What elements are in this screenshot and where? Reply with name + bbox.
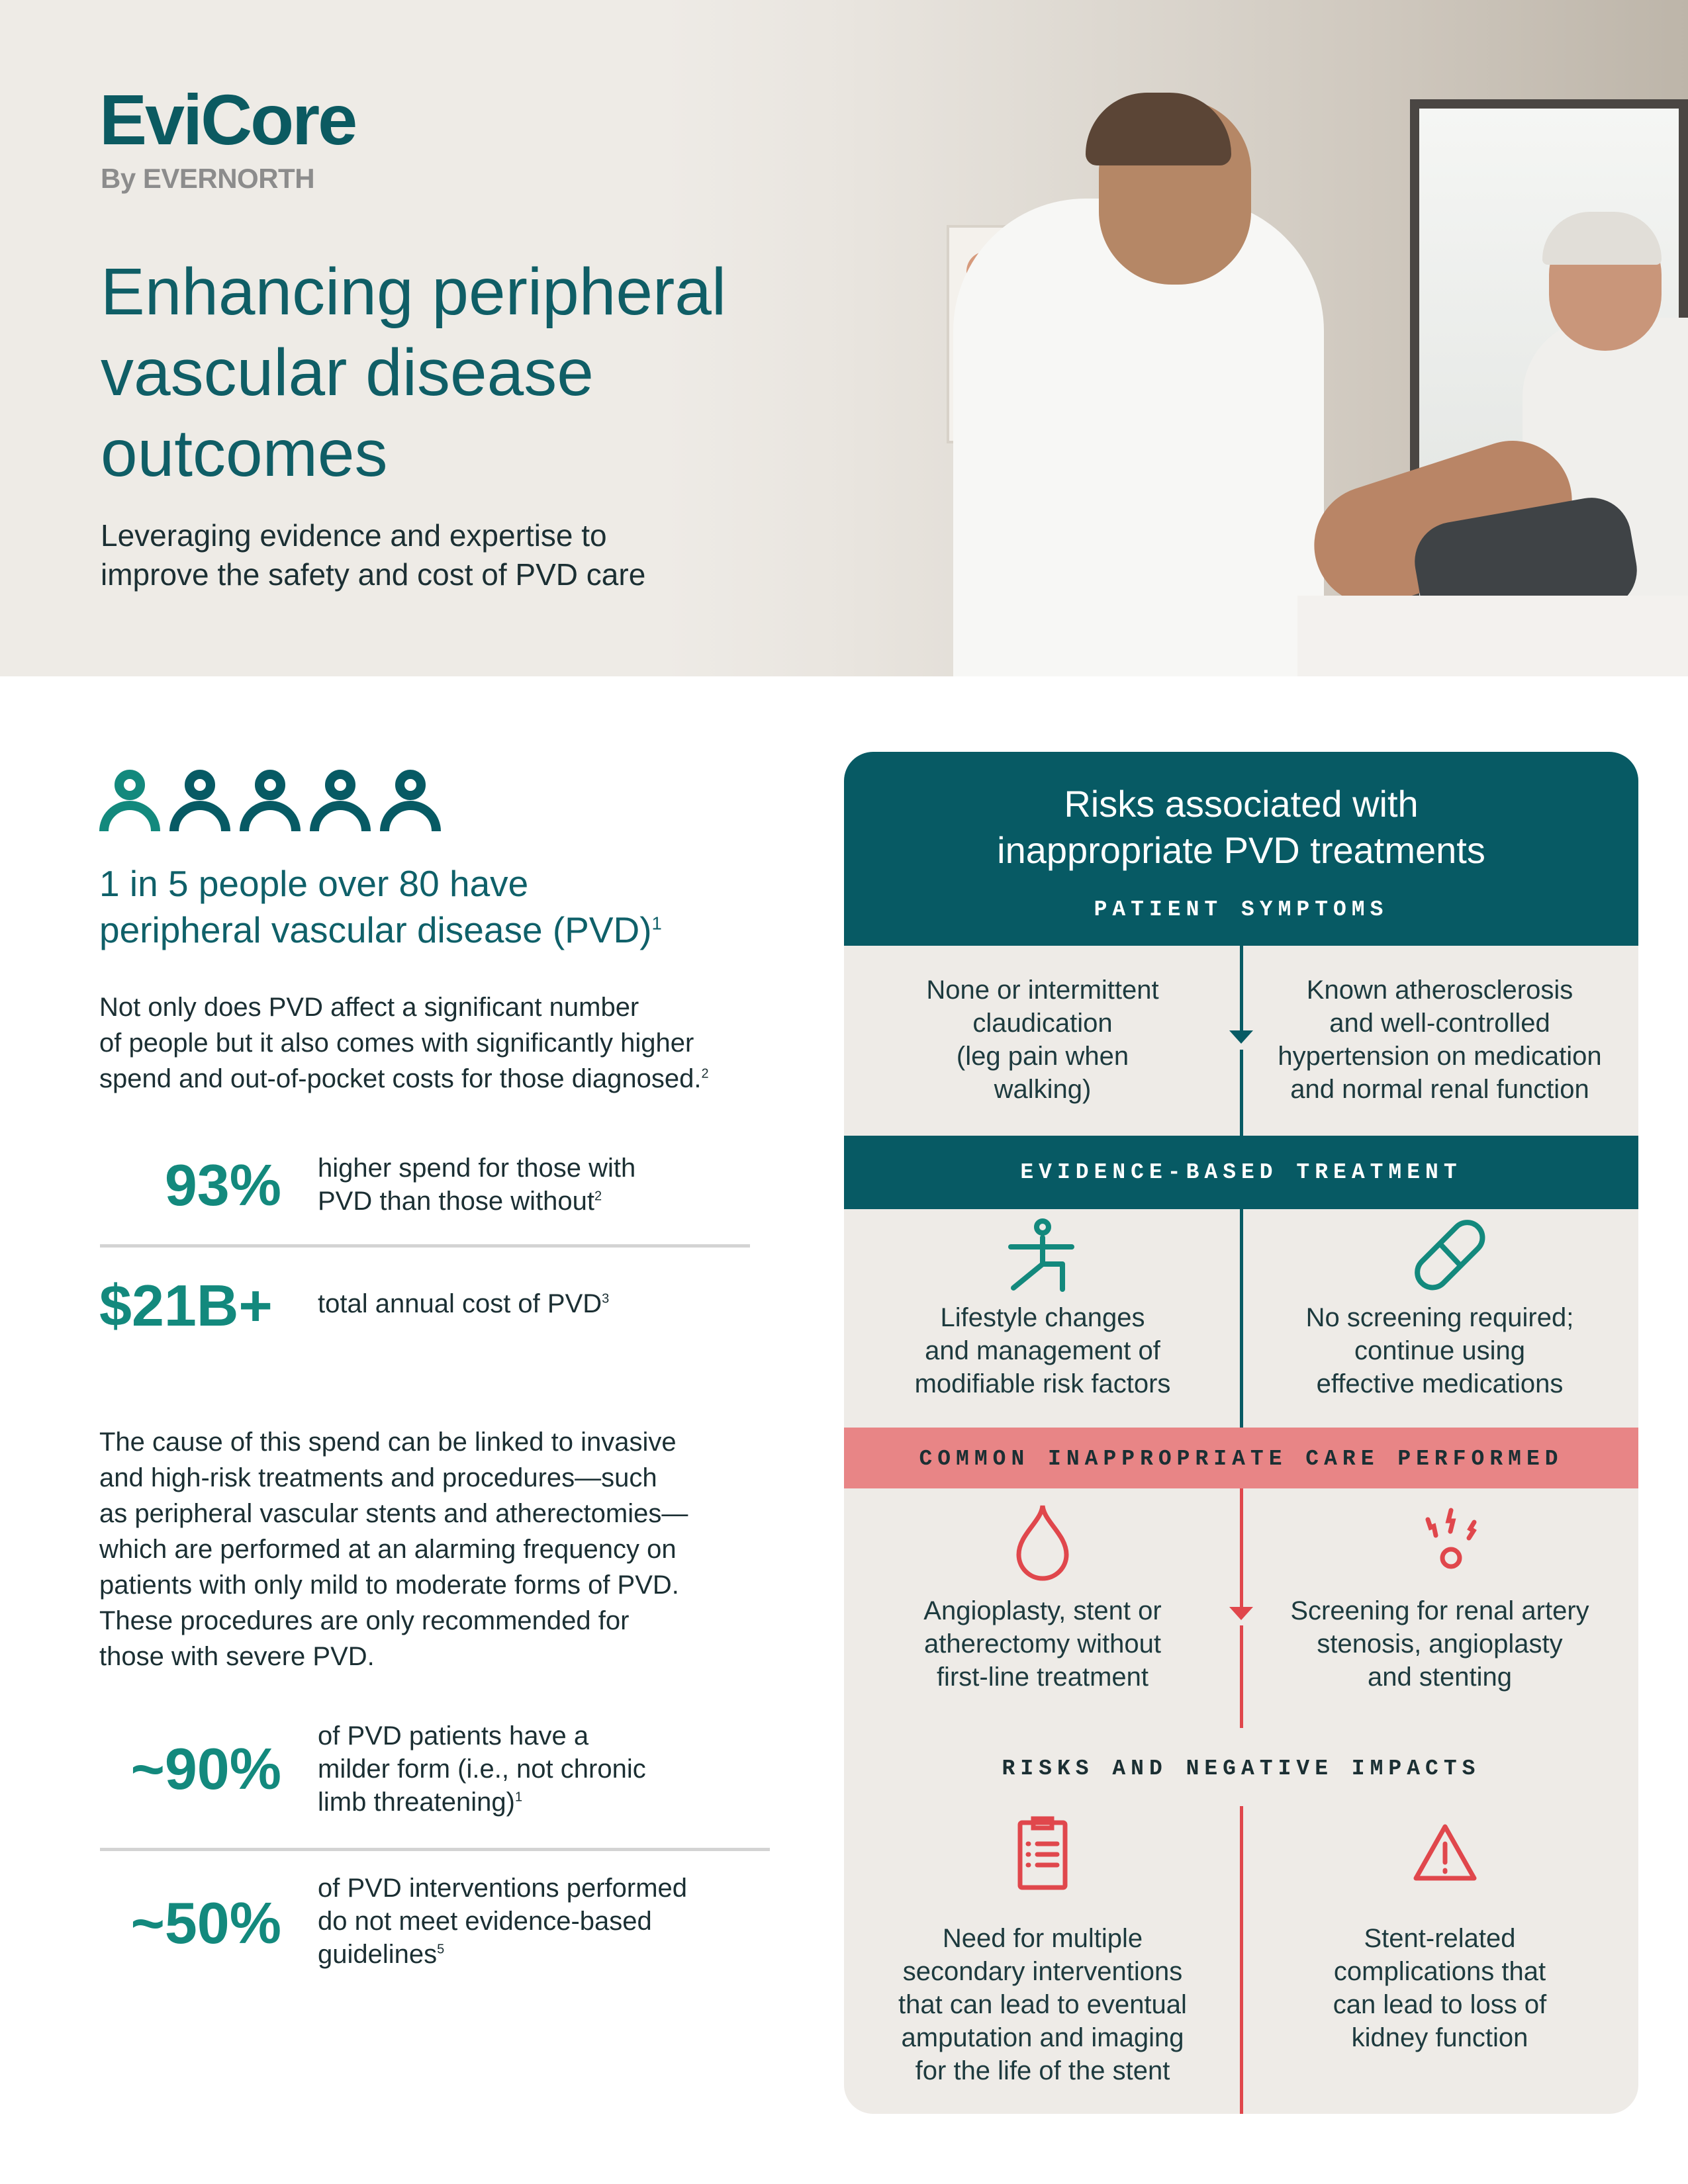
text-line: of people but it also comes with significantly higher <box>99 1028 694 1058</box>
text-line: that can lead to eventual <box>898 1990 1187 2019</box>
text-line: continue using <box>1354 1336 1525 1365</box>
footnote-ref: 5 <box>437 1942 445 1957</box>
title-line: Enhancing peripheral <box>101 255 727 329</box>
text-line: (leg pain when <box>956 1042 1129 1071</box>
card-title <box>844 781 1638 874</box>
kidney-alert-icon <box>1421 1506 1481 1579</box>
arrow-down-icon <box>1229 1030 1253 1045</box>
person-icon <box>380 768 441 831</box>
text-line: No screening required; <box>1305 1303 1574 1332</box>
text-line: spend and out-of-pocket costs for those diagnosed. <box>99 1064 702 1093</box>
stat-value: ~50% <box>130 1890 281 1956</box>
treatment-left <box>857 1301 1228 1400</box>
divider-line <box>1240 1625 1243 1728</box>
risk-left <box>857 1922 1228 2087</box>
stat-value: 93% <box>164 1152 281 1218</box>
care-left <box>857 1594 1228 1694</box>
text-line: and stenting <box>1368 1662 1512 1692</box>
stat-description <box>318 1152 741 1218</box>
text-line: for the life of the stent <box>915 2056 1170 2085</box>
text-line: milder form (i.e., not chronic <box>318 1754 646 1784</box>
footnote-ref: 2 <box>701 1066 709 1081</box>
symptom-left <box>857 974 1228 1106</box>
text-line: Angioplasty, stent or <box>923 1596 1162 1625</box>
text-line: claudication <box>972 1009 1113 1038</box>
symptom-right <box>1254 974 1625 1106</box>
text-line: of PVD interventions performed <box>318 1874 688 1903</box>
risk-right <box>1254 1922 1625 2054</box>
divider <box>100 1244 750 1248</box>
text-line: None or intermittent <box>926 976 1159 1005</box>
intro-paragraph <box>99 989 774 1097</box>
title-line: inappropriate PVD treatments <box>997 829 1485 871</box>
text-line: and normal renal function <box>1290 1075 1589 1104</box>
text-line: hypertension on medication <box>1278 1042 1602 1071</box>
person-icon <box>99 768 160 831</box>
text-line: atherectomy without <box>924 1629 1161 1659</box>
risks-card <box>844 752 1638 2114</box>
text-line: and high-risk treatments and procedures—such <box>99 1463 657 1492</box>
text-line: can lead to loss of <box>1333 1990 1547 2019</box>
text-line: those with severe PVD. <box>99 1642 375 1671</box>
section-label-risks: RISKS AND NEGATIVE IMPACTS <box>1002 1756 1481 1781</box>
text-line: Screening for renal artery <box>1290 1596 1589 1625</box>
person-icon <box>240 768 301 831</box>
title-line: outcomes <box>101 416 388 490</box>
title-line: Risks associated with <box>1064 783 1419 825</box>
heading-line: peripheral vascular disease (PVD) <box>99 909 652 950</box>
warning-triangle-icon <box>1413 1823 1477 1882</box>
subtitle-line: Leveraging evidence and expertise to <box>101 518 607 553</box>
text-line: and management of <box>925 1336 1160 1365</box>
blood-drop-icon <box>1015 1502 1070 1581</box>
heading-line: 1 in 5 people over 80 have <box>99 863 529 904</box>
footnote-ref: 1 <box>514 1790 523 1805</box>
text-line: The cause of this spend can be linked to invasive <box>99 1428 677 1457</box>
text-line: first-line treatment <box>936 1662 1149 1692</box>
stat-description <box>318 1287 741 1320</box>
text-line: and well-controlled <box>1329 1009 1550 1038</box>
text-line: of PVD patients have a <box>318 1721 589 1751</box>
hero-banner <box>0 0 1688 676</box>
text-line: as peripheral vascular stents and atherectomies— <box>99 1499 688 1528</box>
stat-value: $21B+ <box>99 1273 273 1338</box>
evernorth-byline: By EVERNORTH <box>101 163 315 194</box>
text-line: amputation and imaging <box>901 2023 1184 2052</box>
text-line: limb threatening) <box>318 1788 515 1817</box>
text-line: These procedures are only recommended for <box>99 1606 630 1635</box>
text-line: walking) <box>994 1075 1092 1104</box>
evicore-logo: EviCore <box>99 79 356 159</box>
text-line: patients with only mild to moderate forms of PVD. <box>99 1570 679 1600</box>
stat-description <box>318 1719 741 1819</box>
care-right <box>1254 1594 1625 1694</box>
text-line: modifiable risk factors <box>914 1369 1171 1398</box>
divider-line <box>1240 946 1243 1032</box>
section-label-inappropriate: COMMON INAPPROPRIATE CARE PERFORMED <box>919 1447 1564 1471</box>
text-line: Known atherosclerosis <box>1306 976 1573 1005</box>
text-line: Stent-related <box>1364 1924 1516 1953</box>
text-line: PVD than those without <box>318 1187 595 1216</box>
footnote-ref: 2 <box>594 1189 602 1204</box>
people-icons <box>99 768 450 833</box>
stat-description <box>318 1872 741 1971</box>
text-line: stenosis, angioplasty <box>1317 1629 1563 1659</box>
section-label-patient-symptoms: PATIENT SYMPTOMS <box>1094 897 1389 922</box>
text-line: effective medications <box>1316 1369 1564 1398</box>
cause-paragraph <box>99 1424 774 1674</box>
divider <box>100 1848 770 1851</box>
exercise-pose-icon <box>1008 1218 1077 1293</box>
arrow-down-icon <box>1229 1607 1253 1621</box>
pill-capsule-icon <box>1413 1218 1487 1293</box>
divider-line <box>1240 1050 1243 1136</box>
text-line: Not only does PVD affect a significant number <box>99 993 639 1022</box>
footnote-ref: 3 <box>602 1291 610 1306</box>
text-line: Lifestyle changes <box>940 1303 1145 1332</box>
treatment-right <box>1254 1301 1625 1400</box>
text-line: Need for multiple <box>942 1924 1143 1953</box>
footnote-ref: 1 <box>651 913 662 934</box>
text-line: total annual cost of PVD <box>318 1289 602 1318</box>
title-line: vascular disease <box>101 336 594 410</box>
text-line: higher spend for those with <box>318 1154 636 1183</box>
text-line: do not meet evidence-based <box>318 1907 652 1936</box>
text-line: which are performed at an alarming frequency on <box>99 1535 677 1564</box>
subtitle-line: improve the safety and cost of PVD care <box>101 557 646 592</box>
clipboard-list-icon <box>1017 1816 1068 1890</box>
divider-line <box>1240 1488 1243 1608</box>
prevalence-heading <box>99 860 794 953</box>
person-icon <box>169 768 230 831</box>
section-label-evidence: EVIDENCE-BASED TREATMENT <box>1020 1160 1462 1185</box>
text-line: complications that <box>1333 1957 1546 1986</box>
page-subtitle <box>101 516 829 594</box>
person-icon <box>310 768 371 831</box>
text-line: guidelines <box>318 1940 438 1969</box>
page-title <box>101 251 829 494</box>
stat-value: ~90% <box>130 1736 281 1801</box>
text-line: secondary interventions <box>902 1957 1183 1986</box>
divider-line <box>1240 1806 1243 2114</box>
text-line: kidney function <box>1351 2023 1528 2052</box>
divider-line <box>1240 1209 1243 1428</box>
